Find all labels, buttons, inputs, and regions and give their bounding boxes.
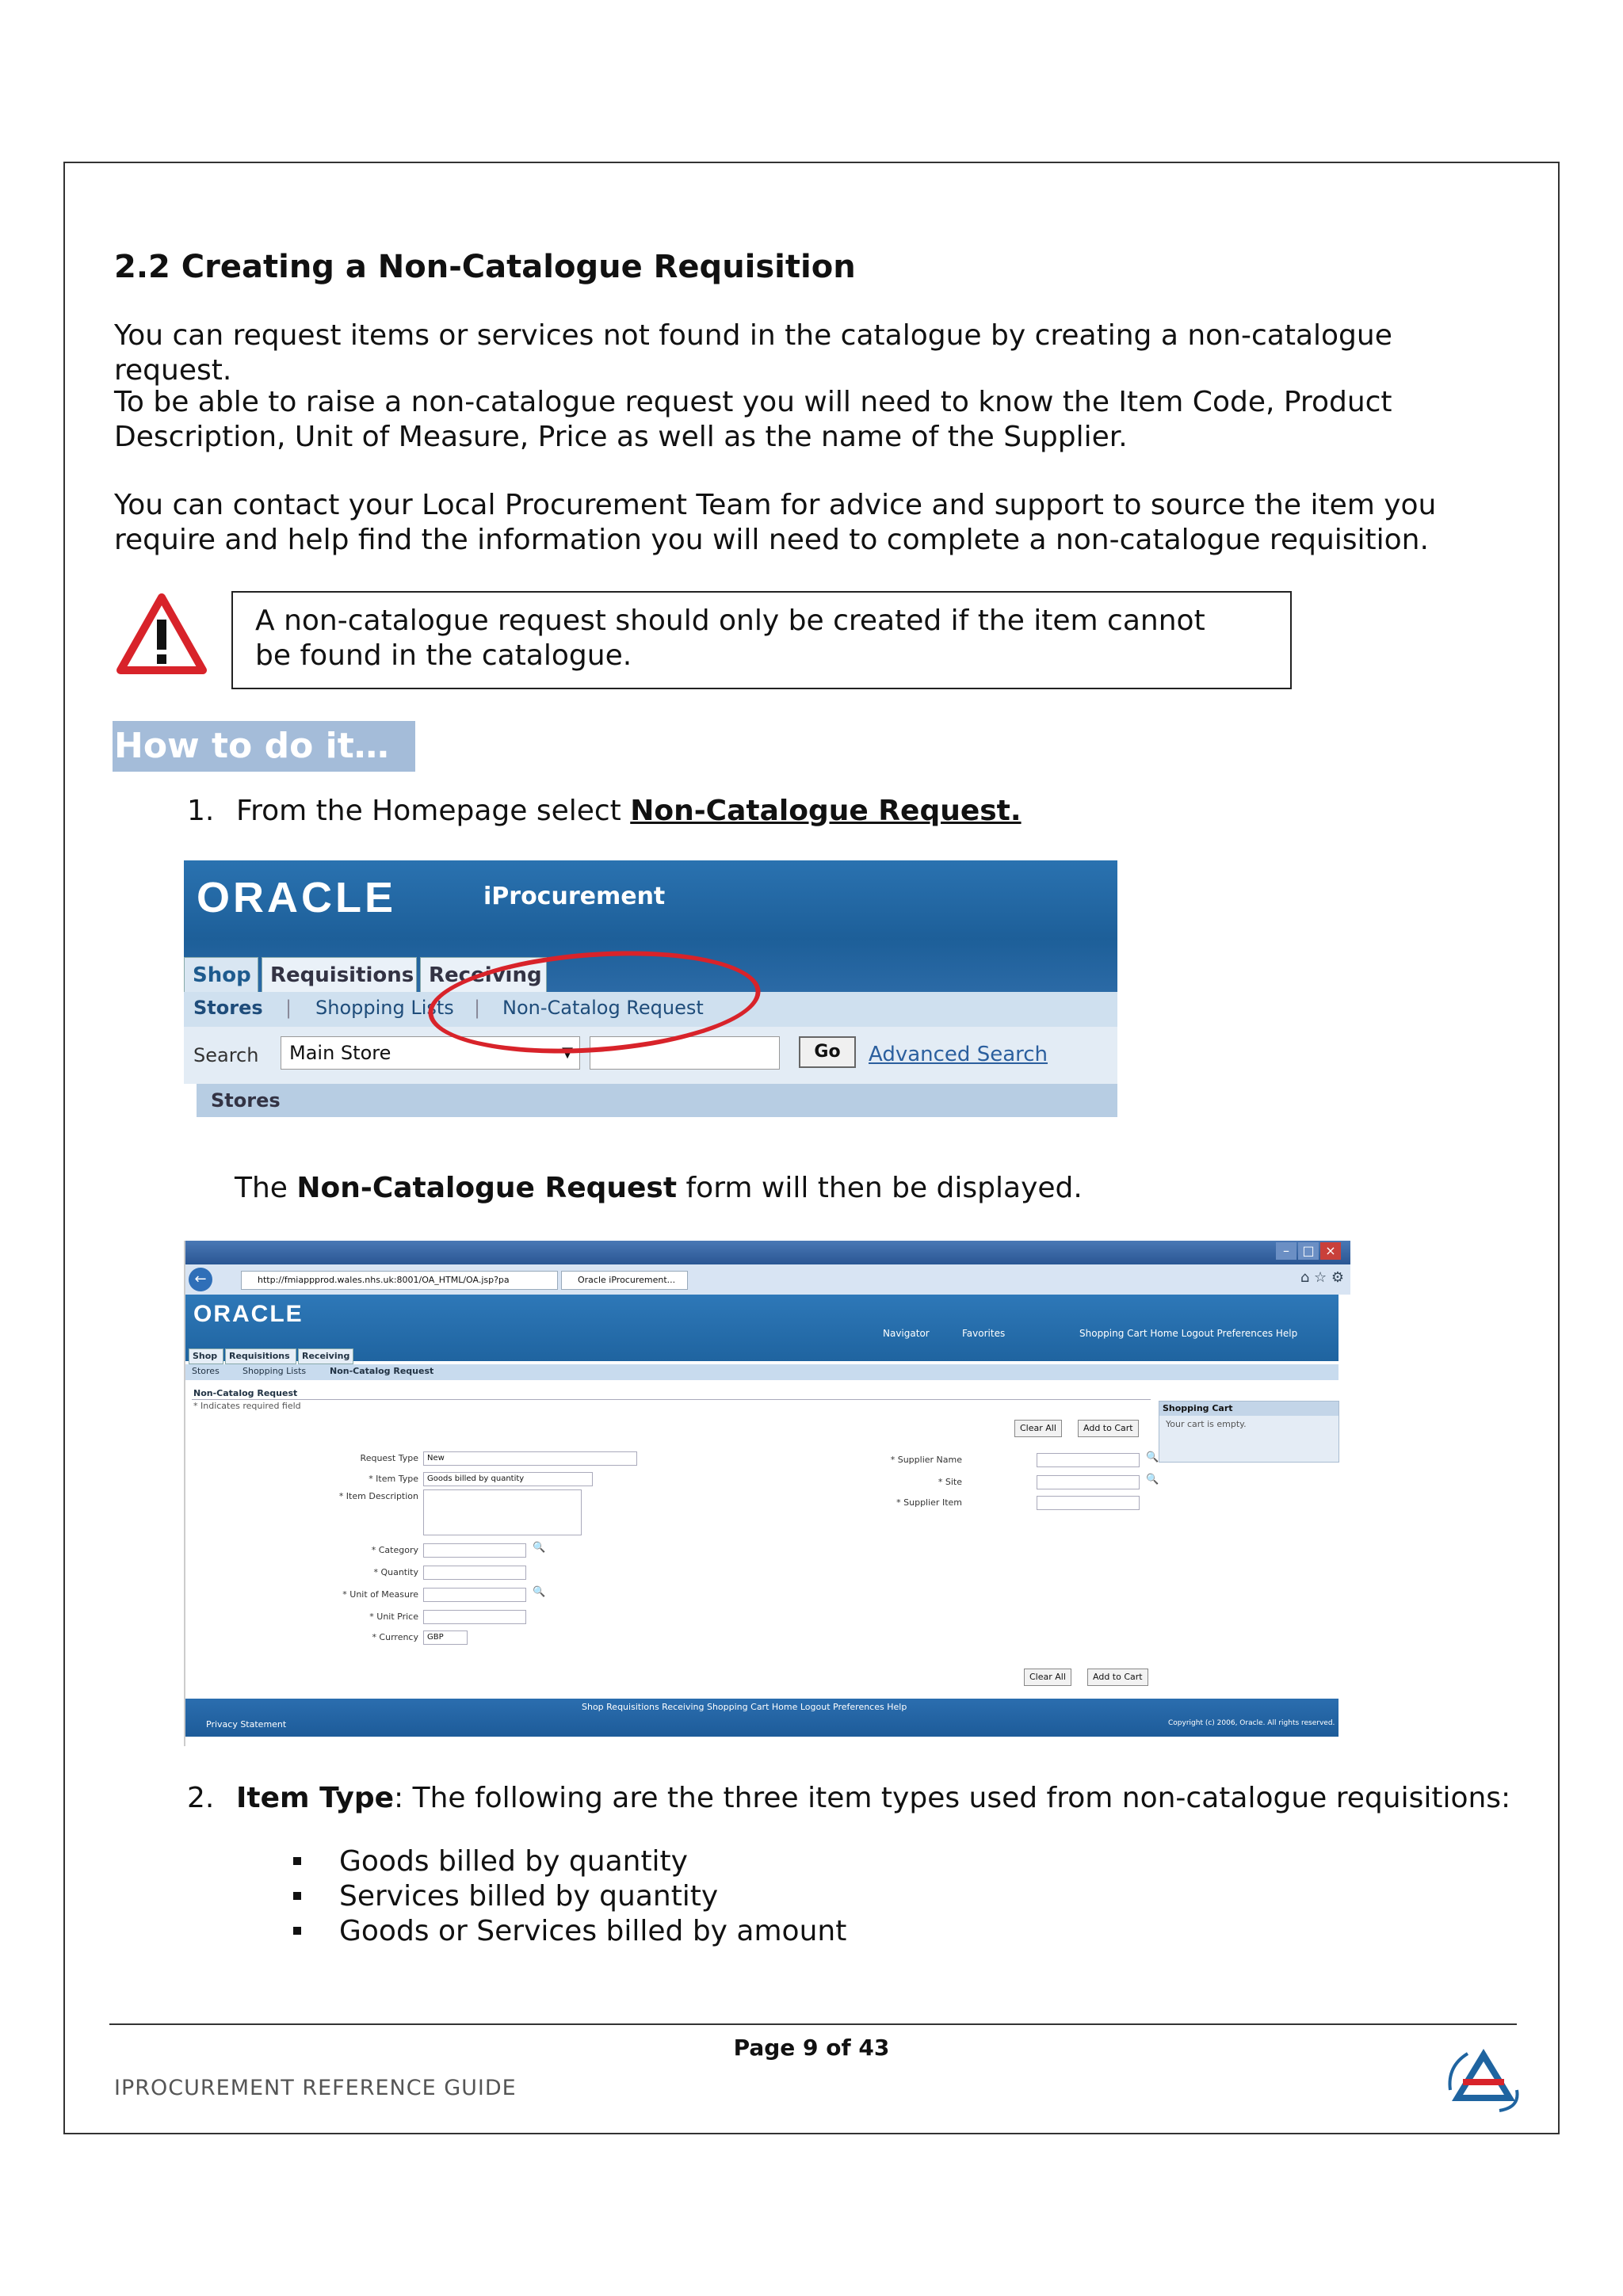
warning-icon <box>116 593 208 675</box>
caption <box>235 1171 1423 1206</box>
caption-bold: Non-Catalogue Request <box>296 1172 678 1204</box>
step-1-prefix: From the Homepage select <box>236 795 631 827</box>
chevron-down-icon: ▼ <box>562 1044 573 1061</box>
contact-line-2: require and help find the information you will need to complete a non-catalogue requisition. <box>114 524 1429 556</box>
oracle-logo-2: ORACLE <box>193 1301 304 1327</box>
subnav-shopping-lists[interactable]: Shopping Lists <box>315 997 454 1019</box>
subnav-separator-2: | <box>474 997 481 1019</box>
currency-value: GBP <box>427 1633 444 1642</box>
copyright-text: Copyright (c) 2006, Oracle. All rights reserved. <box>1168 1719 1335 1727</box>
site-field[interactable] <box>1037 1475 1140 1489</box>
request-type-value: New <box>427 1454 445 1463</box>
caption-prefix: The <box>235 1172 297 1204</box>
supplier-item-field[interactable] <box>1037 1496 1140 1510</box>
item-type-select[interactable] <box>423 1472 593 1486</box>
step-2-body: : The following are the three item types used from non-catalogue requisitions: <box>394 1782 1511 1814</box>
item-description-label: * Item Description <box>338 1491 418 1501</box>
favorites-menu[interactable]: Favorites <box>962 1328 1006 1339</box>
list-item: Services billed by quantity <box>285 1879 846 1914</box>
quantity-label: * Quantity <box>373 1567 418 1577</box>
contact-line-1: You can contact your Local Procurement Team for advice and support to source the item you <box>114 489 1437 521</box>
step-1 <box>187 794 1534 829</box>
supplier-item-label: * Supplier Item <box>896 1497 962 1508</box>
supplier-name-field[interactable] <box>1037 1453 1140 1467</box>
unit-price-field[interactable] <box>423 1610 526 1624</box>
maximize-icon[interactable]: □ <box>1298 1242 1319 1260</box>
intro-paragraph: You can request items or services not found in the catalogue by creating a non-catalogue request. <box>114 319 1392 387</box>
unit-price-label: * Unit Price <box>369 1611 418 1622</box>
tab-receiving-2[interactable]: Receiving <box>298 1348 353 1364</box>
note-line-2: be found in the catalogue. <box>255 639 632 672</box>
uom-field[interactable] <box>423 1588 526 1602</box>
navigator-menu[interactable]: Navigator <box>883 1328 930 1339</box>
request-type-select[interactable] <box>423 1451 637 1466</box>
tab-requisitions-2[interactable]: Requisitions <box>225 1348 296 1364</box>
currency-select[interactable] <box>423 1630 468 1645</box>
cart-empty-text: Your cart is empty. <box>1166 1419 1247 1429</box>
advanced-search-link[interactable]: Advanced Search <box>869 1043 1048 1066</box>
category-field[interactable] <box>423 1543 526 1558</box>
page-frame <box>63 162 1560 2134</box>
supplier-search-icon[interactable]: 🔍 <box>1146 1451 1159 1463</box>
footer-divider <box>109 2023 1517 2025</box>
tab-shop[interactable]: Shop <box>184 957 258 992</box>
guide-title: IPROCUREMENT REFERENCE GUIDE <box>114 2076 517 2100</box>
step-2-bold: Item Type <box>236 1782 395 1814</box>
step-2-text <box>236 1781 1510 1816</box>
app-title: iProcurement <box>483 883 666 910</box>
oracle-logo: ORACLE <box>197 874 396 921</box>
caption-text <box>235 1171 1083 1206</box>
window-titlebar <box>185 1241 1350 1264</box>
item-type-list <box>285 1844 846 1949</box>
section-heading: 2.2 Creating a Non-Catalogue Requisition <box>114 249 856 285</box>
form-title: Non-Catalog Request <box>193 1388 298 1398</box>
add-to-cart-button-top[interactable]: Add to Cart <box>1078 1420 1139 1437</box>
currency-label: * Currency <box>372 1632 418 1642</box>
go-button[interactable]: Go <box>799 1036 856 1068</box>
list-item: Goods or Services billed by amount <box>285 1914 846 1949</box>
site-search-icon[interactable]: 🔍 <box>1146 1474 1159 1486</box>
non-catalog-form-screenshot <box>184 1241 1350 1746</box>
tab-requisitions[interactable]: Requisitions <box>262 957 417 992</box>
store-select-value: Main Store <box>289 1042 391 1064</box>
supplier-name-label: * Supplier Name <box>890 1455 962 1465</box>
step-1-number: 1. <box>187 795 215 827</box>
subnav-separator-1: | <box>285 997 292 1019</box>
request-type-label: Request Type <box>360 1453 418 1463</box>
stores-header: Stores <box>197 1084 1117 1117</box>
close-icon[interactable]: × <box>1320 1242 1341 1260</box>
clear-all-button-top[interactable]: Clear All <box>1014 1420 1062 1437</box>
subnav-stores[interactable]: Stores <box>193 997 263 1019</box>
back-arrow-icon[interactable]: ← <box>189 1268 212 1291</box>
item-type-label: * Item Type <box>369 1474 418 1484</box>
url-field[interactable]: http://fmiappprod.wales.nhs.uk:8001/OA_HTML/OA.jsp?pa <box>241 1271 558 1290</box>
uom-search-icon[interactable]: 🔍 <box>533 1586 546 1598</box>
step-2 <box>187 1781 1550 1816</box>
subnav-stores-2[interactable]: Stores <box>192 1366 220 1376</box>
tab-shop-2[interactable]: Shop <box>189 1348 223 1364</box>
quantity-field[interactable] <box>423 1566 526 1580</box>
item-description-field[interactable] <box>423 1489 582 1535</box>
step-2-number: 2. <box>187 1782 215 1814</box>
how-to-heading: How to do it… <box>113 721 415 772</box>
clear-all-button-bottom[interactable]: Clear All <box>1024 1669 1071 1686</box>
note-box <box>231 591 1292 689</box>
cart-title: Shopping Cart <box>1159 1402 1338 1416</box>
list-item: Goods billed by quantity <box>285 1844 846 1879</box>
required-note: * Indicates required field <box>193 1401 301 1411</box>
requirements-line-2: Description, Unit of Measure, Price as well as the name of the Supplier. <box>114 421 1128 453</box>
browser-tab[interactable]: Oracle iProcurement... <box>561 1271 688 1290</box>
minimize-icon[interactable]: – <box>1276 1242 1296 1260</box>
subnav-non-catalog-request[interactable]: Non-Catalog Request <box>502 997 704 1019</box>
tab-receiving[interactable]: Receiving <box>420 957 547 992</box>
subnav-non-catalog-request-2[interactable]: Non-Catalog Request <box>330 1366 434 1376</box>
title-divider <box>192 1399 1151 1400</box>
add-to-cart-button-bottom[interactable]: Add to Cart <box>1087 1669 1148 1686</box>
home-star-gear-icons[interactable]: ⌂ ☆ ⚙ <box>1300 1269 1344 1286</box>
page-number: Page 9 of 43 <box>733 2035 890 2061</box>
requirements-line-1: To be able to raise a non-catalogue request you will need to know the Item Code, Product <box>114 386 1392 418</box>
global-links[interactable]: Shopping Cart Home Logout Preferences Help <box>1079 1328 1298 1339</box>
note-line-1: A non-catalogue request should only be created if the item cannot <box>255 605 1205 637</box>
category-label: * Category <box>371 1545 418 1555</box>
category-search-icon[interactable]: 🔍 <box>533 1542 546 1554</box>
shopping-cart-panel <box>1159 1401 1339 1463</box>
people-process-technology-logo <box>1444 2042 1523 2114</box>
subnav-shopping-lists-2[interactable]: Shopping Lists <box>242 1366 307 1376</box>
uom-label: * Unit of Measure <box>342 1589 418 1600</box>
step-1-text <box>236 794 1022 829</box>
homepage-screenshot <box>184 860 1117 1138</box>
site-label: * Site <box>938 1477 962 1487</box>
non-catalogue-request-link[interactable]: Non-Catalogue Request. <box>630 795 1022 827</box>
footer-links[interactable]: Shop Requisitions Receiving Shopping Cart Home Logout Preferences Help <box>582 1702 907 1712</box>
caption-suffix: form will then be displayed. <box>677 1172 1083 1204</box>
search-label: Search <box>193 1044 259 1066</box>
item-type-value: Goods billed by quantity <box>427 1474 525 1483</box>
privacy-statement-link[interactable]: Privacy Statement <box>206 1719 287 1730</box>
